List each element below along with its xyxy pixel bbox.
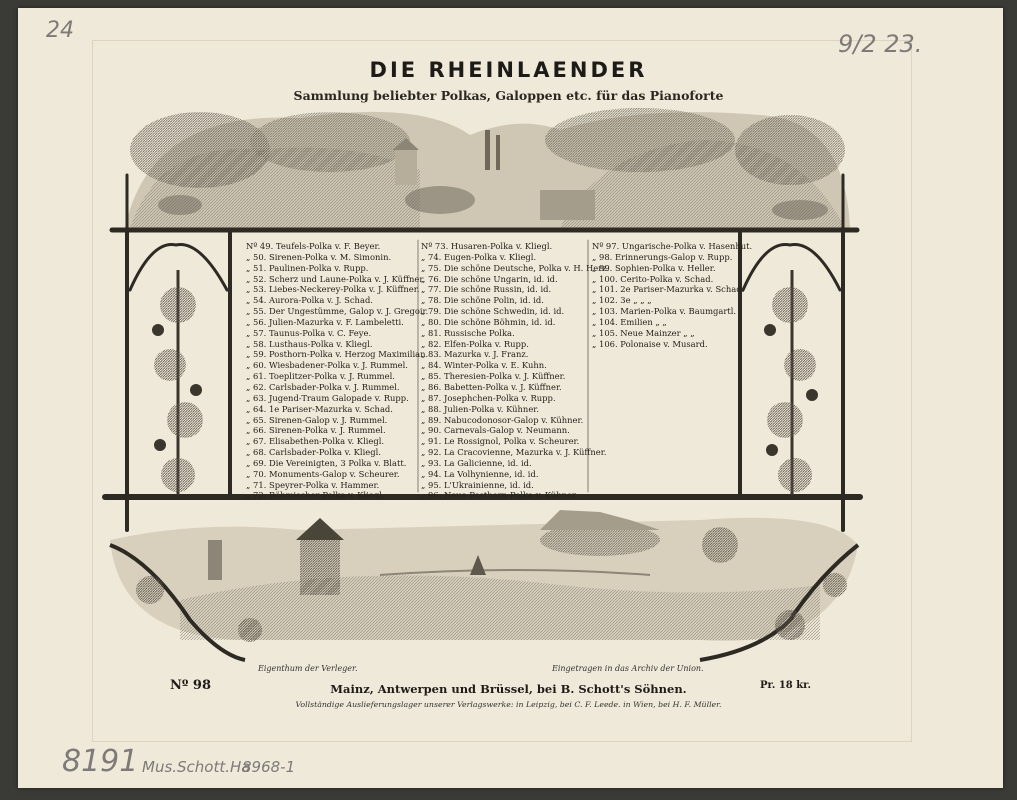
list-item: „ 61. Toeplitzer-Polka v. J. Rummel. [246, 371, 395, 382]
list-item: „ 58. Lusthaus-Polka v. Kliegl. [246, 338, 373, 349]
list-item: „ 96. Neue Posthorn-Polka v. Kühner. [421, 490, 578, 501]
list-item: „ 79. Die schöne Schwedin, id. id. [421, 306, 565, 317]
piece-list-column-2 [421, 241, 609, 501]
list-item: „ 81. Russische Polka. [421, 327, 515, 338]
price-label: Pr. 18 kr. [760, 680, 811, 691]
list-item: „ 50. Sirenen-Polka v. M. Simonin. [246, 251, 392, 262]
list-item: „ 55. Der Ungestümme, Galop v. J. Gregoir. [246, 306, 429, 317]
left-grapevine-column [152, 270, 203, 495]
list-item: „ 75. Die schöne Deutsche, Polka v. H. Herz. [421, 262, 610, 273]
publisher-line: Mainz, Antwerpen und Brüssel, bei B. Schott's Söhnen. [330, 682, 687, 696]
list-item: „ 92. La Cracovienne, Mazurka v. J. Küffner. [421, 447, 607, 458]
list-item: Nº 49. Teufels-Polka v. F. Beyer. [246, 241, 381, 251]
list-item: „ 51. Paulinen-Polka v. Rupp. [246, 262, 369, 273]
list-item: „ 91. Le Rossignol, Polka v. Scheurer. [421, 436, 580, 447]
list-item: „ 103. Marien-Polka v. Baumgartl. [592, 306, 737, 317]
list-item: „ 53. Liebes-Neckerey-Polka v. J. Küffner. [246, 284, 420, 295]
list-item: „ 59. Posthorn-Polka v. Herzog Maximilian. [246, 349, 429, 360]
list-item: „ 66. Sirenen-Polka v. J. Rummel. [246, 425, 386, 436]
pencil-shelf-number: 8191 [62, 744, 139, 779]
list-item: „ 63. Jugend-Traum Galopade v. Rupp. [246, 392, 409, 403]
list-item: „ 84. Winter-Polka v. E. Kuhn. [421, 360, 547, 371]
list-item: „ 60. Wiesbadener-Polka v. J. Rummel. [246, 360, 408, 371]
list-item: „ 57. Taunus-Polka v. C. Feye. [246, 327, 372, 338]
list-item: „ 76. Die schöne Ungarin, id. id. [421, 273, 558, 284]
list-item: „ 72. Böhmischer-Polka v. Kliegl. [246, 490, 385, 501]
list-item: „ 62. Carlsbader-Polka v. J. Rummel. [246, 381, 400, 392]
list-item: „ 54. Aurora-Polka v. J. Schad. [246, 295, 373, 306]
list-item: „ 104. Emilien „ „ [592, 316, 667, 327]
list-item: „ 67. Elisabethen-Polka v. Kliegl. [246, 436, 385, 447]
list-item: „ 88. Julien-Polka v. Kühner. [421, 403, 540, 414]
list-item: „ 87. Josephchen-Polka v. Rupp. [421, 392, 556, 403]
imprint-right: Eingetragen in das Archiv der Union. [552, 664, 704, 673]
list-item: „ 71. Speyrer-Polka v. Hammer. [246, 479, 380, 490]
list-item: „ 94. La Volhynienne, id. id. [421, 468, 539, 479]
list-item: „ 65. Sirenen-Galop v. J. Rummel. [246, 414, 388, 425]
list-item: „ 64. 1e Pariser-Mazurka v. Schad. [246, 403, 393, 414]
list-item: „ 100. Cerito-Polka v. Schad. [592, 273, 714, 284]
list-item: Nº 73. Husaren-Polka v. Kliegl. [421, 241, 553, 251]
list-item: „ 98. Erinnerungs-Galop v. Rupp. [592, 251, 733, 262]
list-item: „ 106. Polonaise v. Musard. [592, 338, 708, 349]
piece-list-column-3 [592, 241, 752, 349]
list-item: „ 83. Mazurka v. J. Franz. [421, 349, 529, 360]
list-item: „ 68. Carlsbader-Polka v. Kliegl. [246, 447, 381, 458]
imprint-left: Eigenthum der Verleger. [258, 664, 358, 673]
list-item: „ 90. Carnevals-Galop v. Neumann. [421, 425, 570, 436]
bottom-rhine-landscape [110, 510, 858, 660]
piece-list-column-1 [246, 241, 428, 501]
list-item: „ 86. Babetten-Polka v. J. Küffner. [421, 381, 562, 392]
list-item: „ 99. Sophien-Polka v. Heller. [592, 262, 716, 273]
list-item: „ 70. Monuments-Galop v. Scheurer. [246, 468, 400, 479]
right-grapevine-column [764, 270, 818, 495]
list-item: Nº 97. Ungarische-Polka v. Hasenhut. [592, 241, 753, 251]
list-item: „ 52. Scherz und Laune-Polka v. J. Küffner. [246, 273, 426, 284]
pencil-note-top-left: 24 [46, 18, 74, 43]
page-subtitle: Sammlung beliebter Polkas, Galoppen etc. für das Pianoforte [293, 88, 724, 103]
edition-number: Nº 98 [170, 678, 211, 693]
list-item: „ 80. Die schöne Böhmin, id. id. [421, 316, 556, 327]
list-item: „ 78. Die schöne Polin, id. id. [421, 295, 544, 306]
list-item: „ 105. Neue Mainzer „ „ [592, 327, 695, 338]
list-item: „ 102. 3e „ „ „ [592, 295, 652, 306]
distribution-footnote: Vollständige Auslieferungslager unserer Verlagswerke: in Leipzig, bei C. F. Leede. in Wien, bei H. F. Müller. [295, 700, 722, 709]
list-item: „ 93. La Galicienne, id. id. [421, 457, 532, 468]
list-item: „ 77. Die schöne Russin, id. id. [421, 284, 552, 295]
top-park-scene [125, 108, 850, 228]
list-item: „ 56. Julien-Mazurka v. F. Lambeletti. [246, 316, 404, 327]
page-title: DIE RHEINLAENDER [369, 58, 648, 82]
pencil-shelfmark: Mus.Schott.Ha [142, 758, 251, 776]
pencil-catalog-number: 8968-1 [242, 758, 296, 776]
list-item: „ 85. Theresien-Polka v. J. Küffner. [421, 371, 566, 382]
list-item: „ 69. Die Vereinigten, 3 Polka v. Blatt. [246, 457, 407, 468]
list-item: „ 82. Elfen-Polka v. Rupp. [421, 338, 529, 349]
list-item: „ 101. 2e Pariser-Mazurka v. Schad. [592, 284, 745, 295]
list-item: „ 95. L'Ukrainienne, id. id. [421, 479, 534, 490]
list-item: „ 89. Nabucodonosor-Galop v. Kühner. [421, 414, 584, 425]
list-item: „ 74. Eugen-Polka v. Kliegl. [421, 251, 537, 262]
pencil-note-top-right: 9/2 23. [838, 30, 923, 58]
